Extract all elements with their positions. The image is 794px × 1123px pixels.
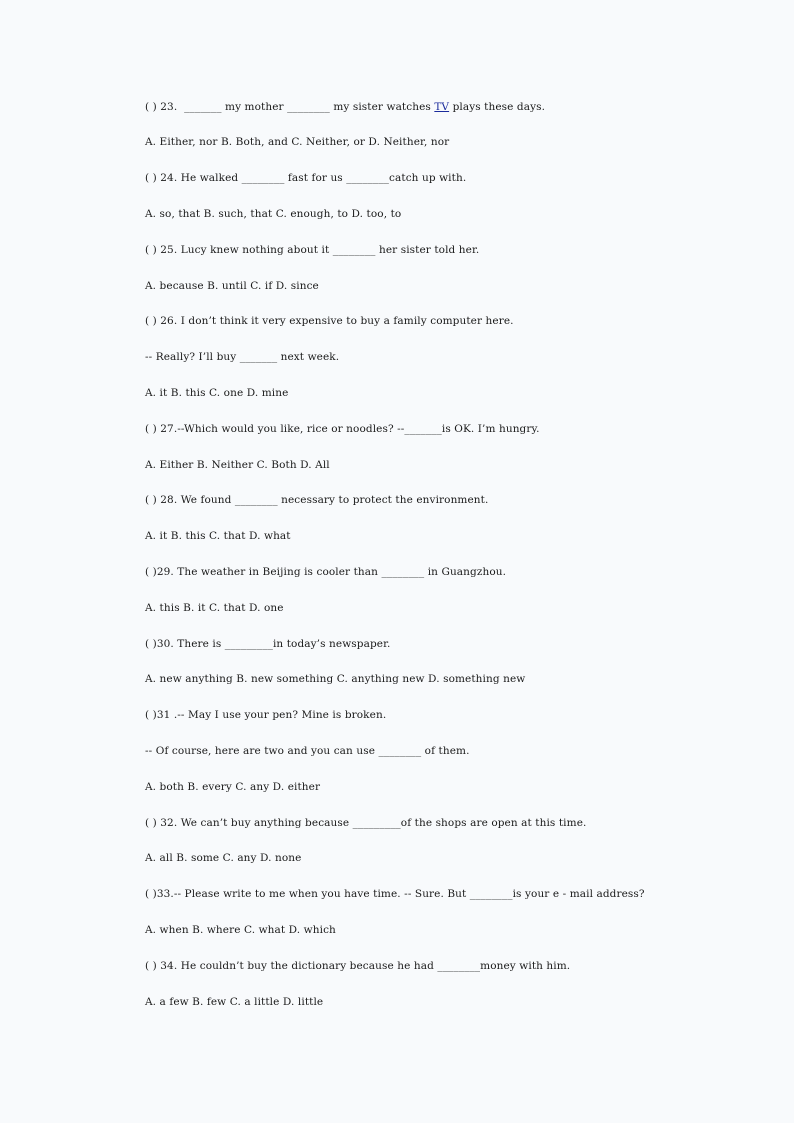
tv-link[interactable]: TV bbox=[434, 101, 450, 113]
question-29-stem: ( )29. The weather in Beijing is cooler than ________ in Guangzhou. bbox=[145, 566, 507, 578]
question-27-stem: ( ) 27.--Which would you like, rice or noodles? --_______is OK. I’m hungry. bbox=[145, 423, 540, 435]
question-32-options: A. all B. some C. any D. none bbox=[145, 852, 302, 864]
question-32-stem: ( ) 32. We can’t buy anything because _________of the shops are open at this time. bbox=[145, 817, 587, 829]
question-30-stem: ( )30. There is _________in today’s newspaper. bbox=[145, 638, 391, 650]
question-33-stem: ( )33.-- Please write to me when you have time. -- Sure. But ________is your e - mail address? bbox=[145, 888, 645, 900]
question-23-stem bbox=[145, 100, 545, 114]
question-23-stem-start: ( ) 23. _______ my mother ________ my sister watches bbox=[145, 101, 435, 113]
question-31-stem: ( )31 .-- May I use your pen? Mine is broken. bbox=[145, 709, 387, 721]
question-26-options: A. it B. this C. one D. mine bbox=[145, 387, 289, 399]
question-24-stem: ( ) 24. He walked ________ fast for us ________catch up with. bbox=[145, 172, 467, 184]
question-23-options: A. Either, nor B. Both, and C. Neither, or D. Neither, nor bbox=[145, 136, 450, 148]
question-25-stem: ( ) 25. Lucy knew nothing about it ________ her sister told her. bbox=[145, 244, 480, 256]
question-23-stem-end: plays these days. bbox=[449, 101, 546, 113]
question-31-options: A. both B. every C. any D. either bbox=[145, 781, 321, 793]
question-27-options: A. Either B. Neither C. Both D. All bbox=[145, 459, 330, 471]
question-33-options: A. when B. where C. what D. which bbox=[145, 924, 336, 936]
question-26-reply: -- Really? I’ll buy _______ next week. bbox=[145, 351, 340, 363]
question-29-options: A. this B. it C. that D. one bbox=[145, 602, 284, 614]
question-30-options: A. new anything B. new something C. anything new D. something new bbox=[145, 673, 526, 685]
question-34-options: A. a few B. few C. a little D. little bbox=[145, 996, 324, 1008]
question-25-options: A. because B. until C. if D. since bbox=[145, 280, 319, 292]
question-31-reply: -- Of course, here are two and you can use ________ of them. bbox=[145, 745, 470, 757]
question-34-stem: ( ) 34. He couldn’t buy the dictionary because he had ________money with him. bbox=[145, 960, 571, 972]
question-28-stem: ( ) 28. We found ________ necessary to protect the environment. bbox=[145, 494, 489, 506]
question-28-options: A. it B. this C. that D. what bbox=[145, 530, 291, 542]
question-26-stem: ( ) 26. I don’t think it very expensive to buy a family computer here. bbox=[145, 315, 514, 327]
question-24-options: A. so, that B. such, that C. enough, to D. too, to bbox=[145, 208, 402, 220]
